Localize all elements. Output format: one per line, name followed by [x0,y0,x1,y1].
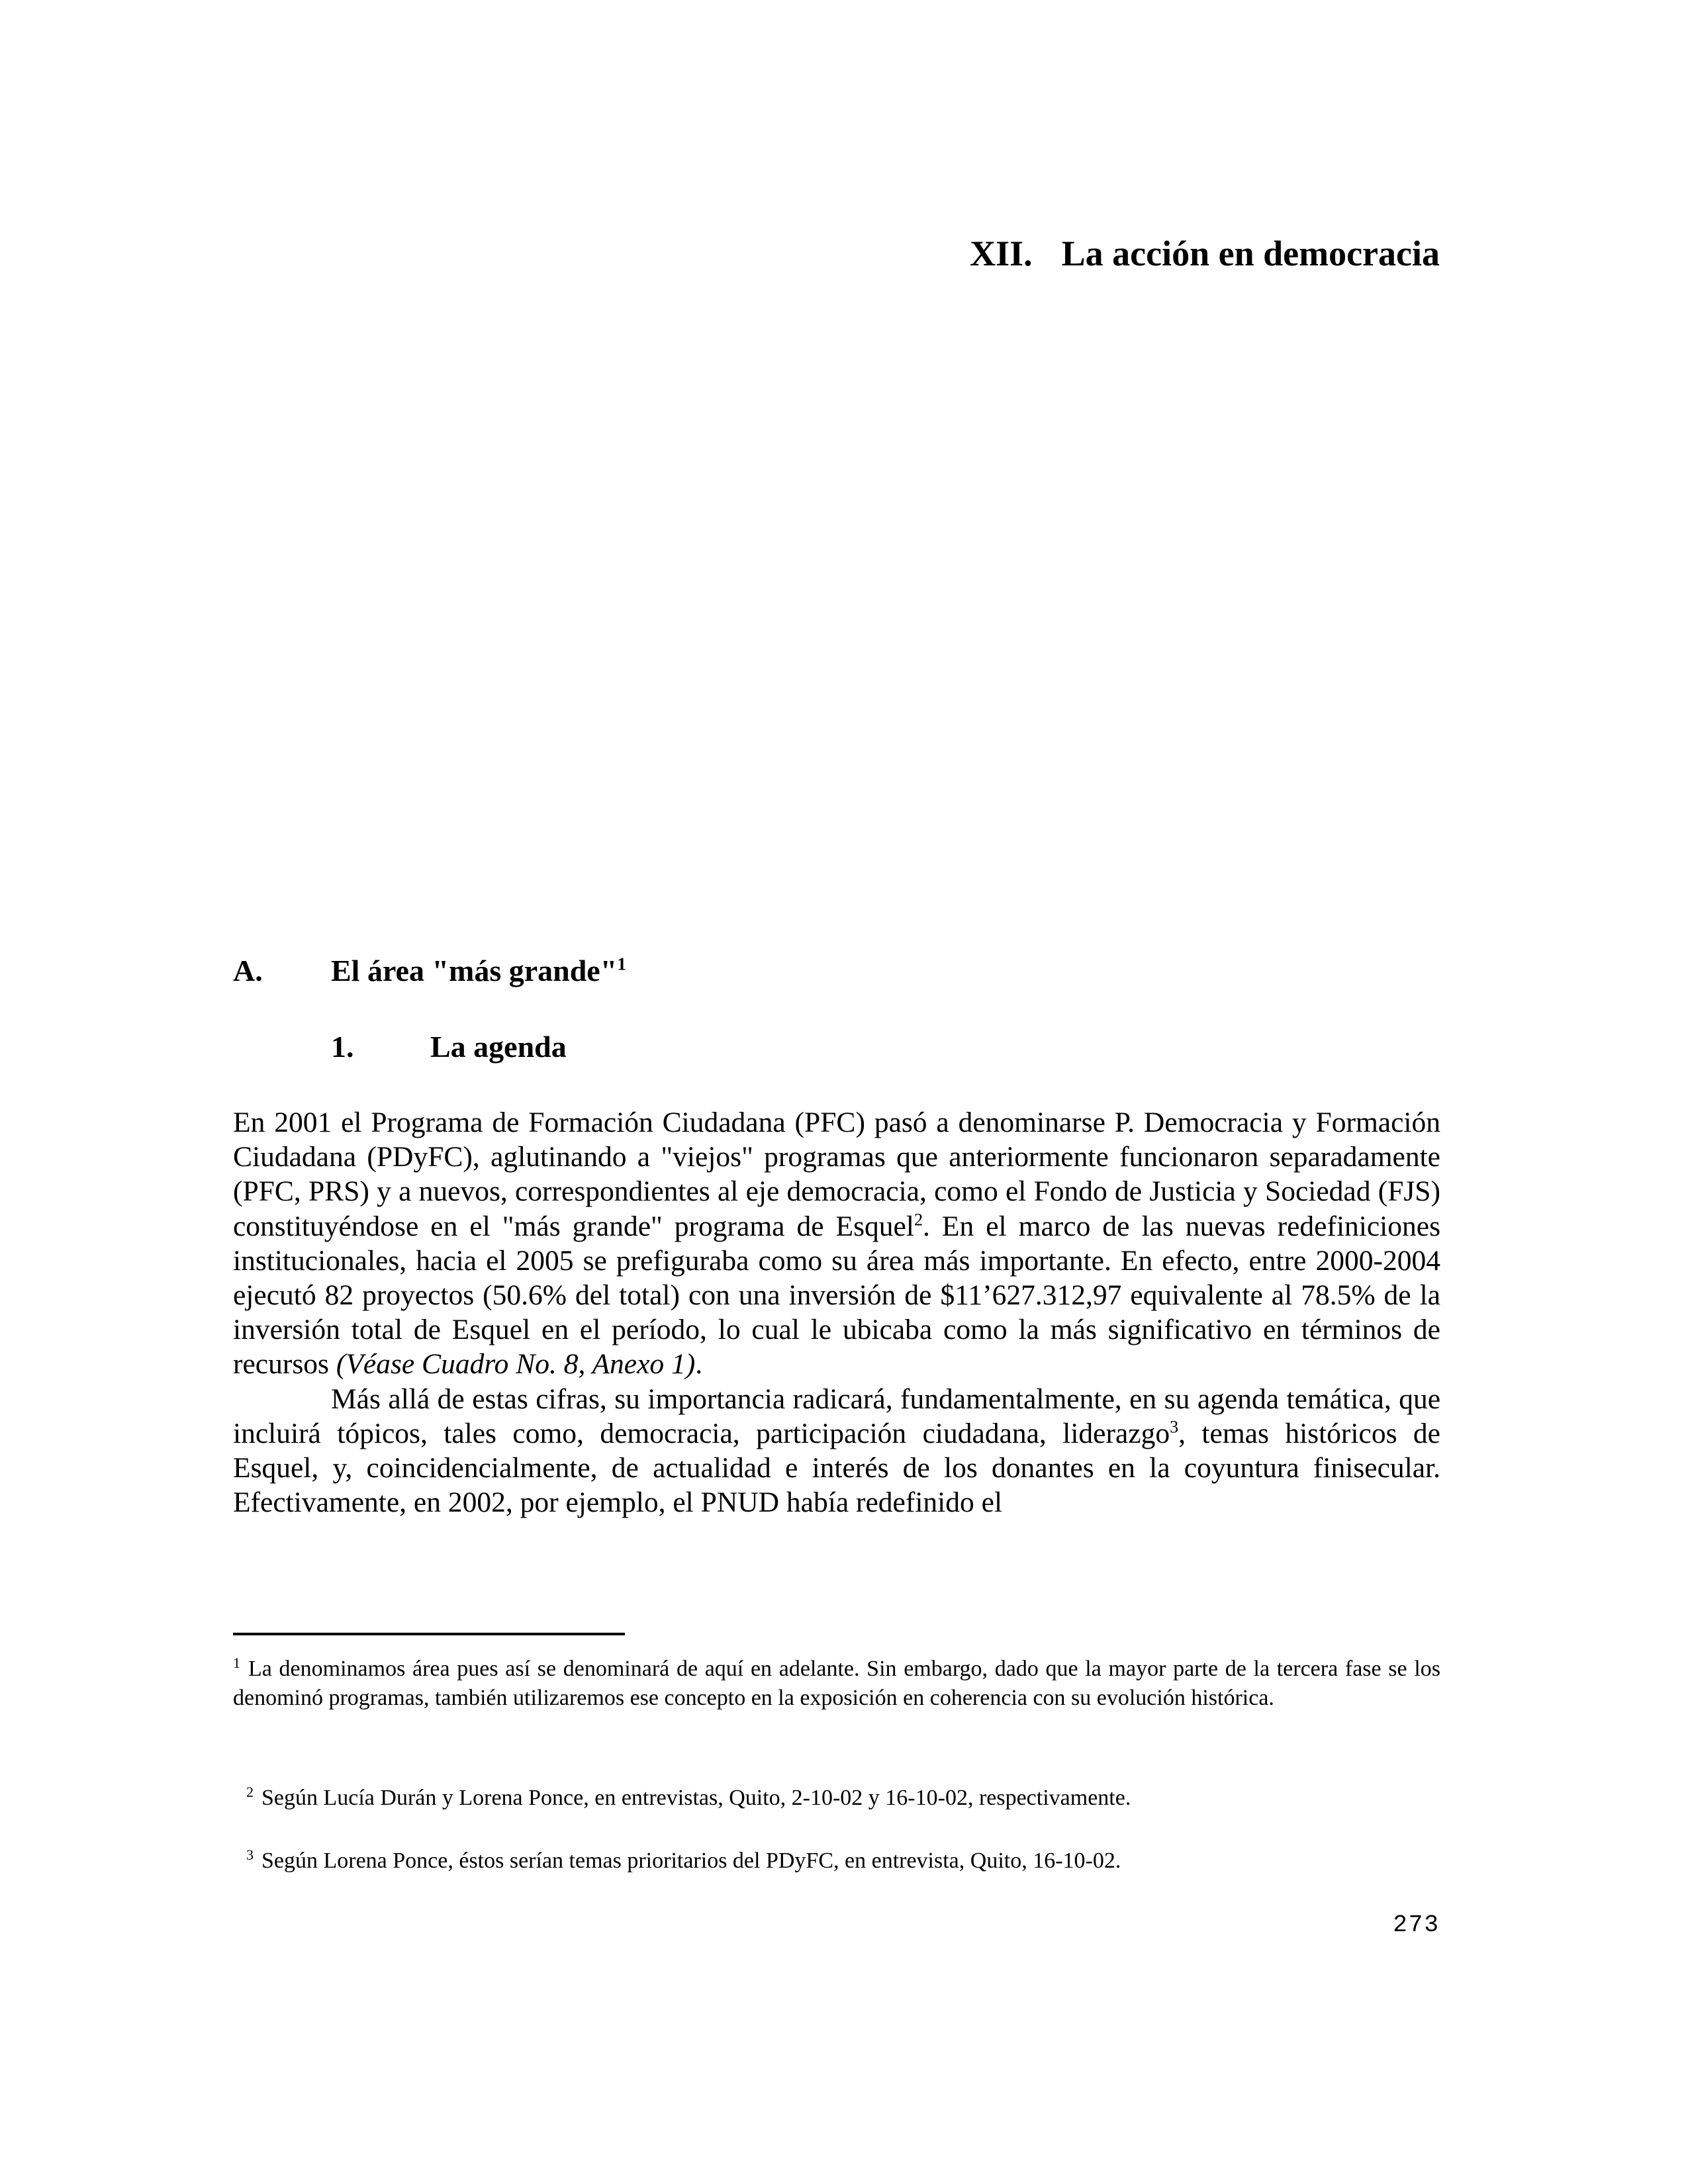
subsection-title: La agenda [430,1030,567,1064]
subsection-heading [331,1029,567,1064]
paragraph-1-text-b: . En el marco de las nuevas redefiniciones institucionales, hacia el 2005 se prefiguraba como su área más importante. En efecto, entre 2000-2004 ejecutó 82 proyectos (50.6% del total) con una inversión de $11’627.312,97 equivalente al 78.5% de la inversión total de Esquel en el período, lo cual le ubicaba como la más significativo en términos de recursos [233,1210,1440,1381]
footnote-separator [233,1633,625,1635]
footnote-1 [233,1655,1440,1713]
section-letter: A. [233,954,263,987]
footnote-3 [246,1846,1454,1876]
paragraph-1-end: . [695,1348,703,1381]
section-title: El área "más grande" [331,954,618,987]
chapter-title-text: La acción en democracia [1061,234,1440,273]
page-number: 273 [1393,1911,1440,1938]
section-heading [233,953,626,988]
footnote-mark: 2 [246,1783,254,1800]
cross-reference: (Véase Cuadro No. 8, Anexo 1) [336,1348,696,1381]
footnote-ref-1[interactable]: 1 [617,953,627,974]
footnote-text: Según Lorena Ponce, éstos serían temas prioritarios del PDyFC, en entrevista, Quito, 16-10-02. [261,1848,1121,1873]
paragraph-1 [233,1105,1440,1382]
subsection-number: 1. [331,1030,354,1064]
chapter-title [970,233,1440,274]
footnote-mark: 1 [233,1654,240,1671]
footnote-text: Según Lucía Durán y Lorena Ponce, en entrevistas, Quito, 2-10-02 y 16-10-02, respectivamente. [261,1786,1131,1810]
body-text [233,1105,1440,1520]
footnote-ref-3[interactable]: 3 [1170,1417,1179,1437]
footnote-mark: 3 [246,1846,254,1863]
footnote-2 [246,1784,1454,1813]
footnote-text: La denominamos área pues así se denominará de aquí en adelante. Sin embargo, dado que la mayor parte de la tercera fase se los denominó programas, también utilizaremos ese concepto en la exposición en coherencia con su evolución histórica. [233,1657,1440,1710]
paragraph-2-text-a: Más allá de estas cifras, su importancia radicará, fundamentalmente, en su agenda temática, que incluirá tópicos, tales como, democracia, participación ciudadana, liderazgo [233,1383,1440,1449]
paragraph-1-text-a: En 2001 el Programa de Formación Ciudadana (PFC) pasó a denominarse P. Democracia y Formación Ciudadana (PDyFC), aglutinando a "viejos" programas que anteriormente funcionaron separadamente (PFC, PRS) y a nuevos, correspondientes al eje democracia, como el Fondo de Justicia y Sociedad (FJS) constituyéndose en el "más grande" programa de Esquel [233,1107,1440,1242]
paragraph-2 [233,1382,1440,1520]
paragraph-2-text-b: , temas históricos de Esquel, y, coincidencialmente, de actualidad e interés de los donantes en la coyuntura finisecular. Efectivamente, en 2002, por ejemplo, el PNUD había redefinido el [233,1417,1440,1519]
chapter-number: XII. [970,234,1033,273]
footnote-ref-2[interactable]: 2 [914,1210,923,1230]
